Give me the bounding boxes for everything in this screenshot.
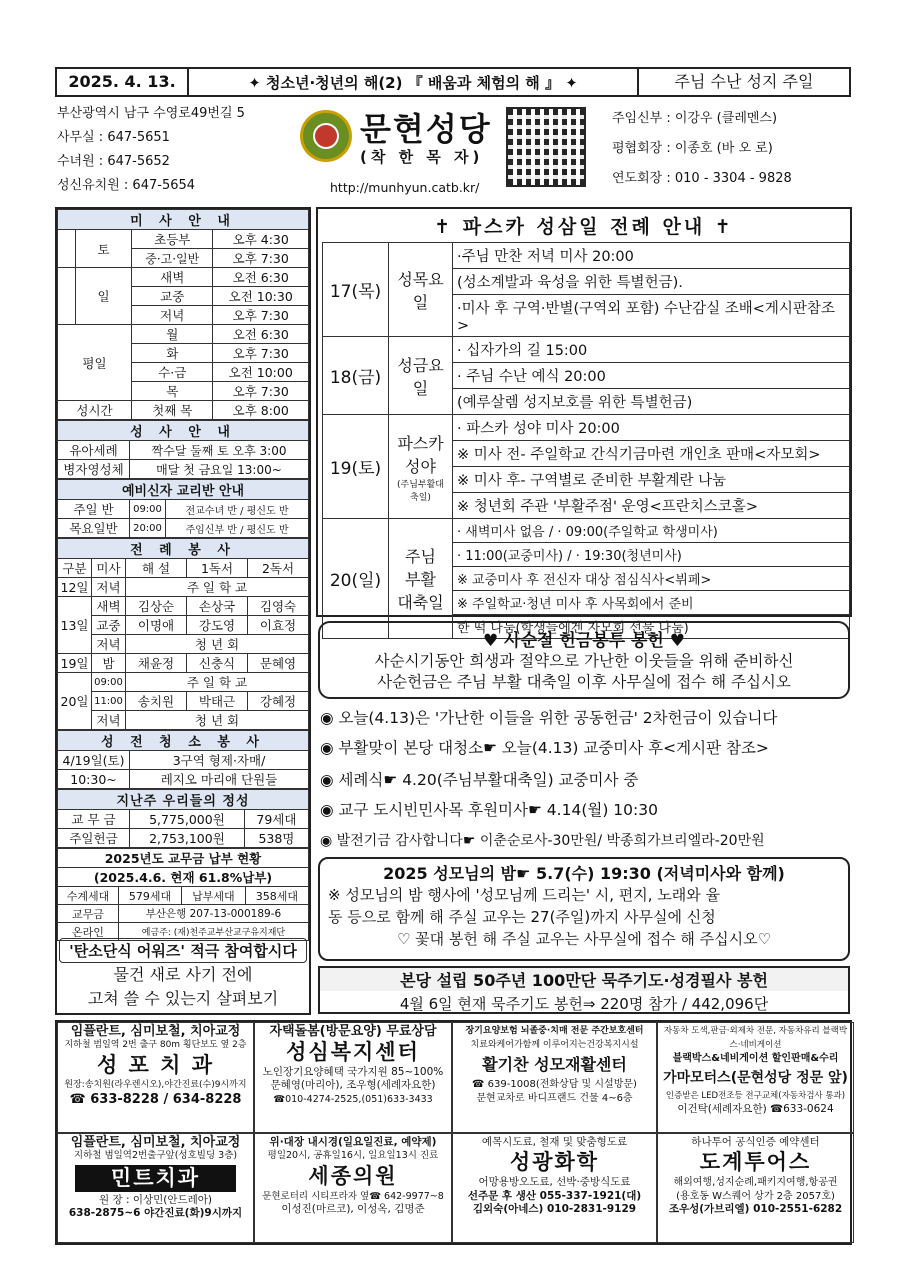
lent-line-1: 사순시기동안 희생과 절약으로 가난한 이웃들을 위해 준비하신 <box>374 652 794 670</box>
carbon-line-2: 고쳐 쓸 수 있는지 살펴보기 <box>87 989 279 1008</box>
mass-title: 미 사 안 내 <box>58 210 309 230</box>
carbon-line-1: 물건 새로 사기 전에 <box>113 965 253 984</box>
church-patron: (착 한 목 자) <box>360 148 484 166</box>
kindergarten-phone: 성신유치원 : 647-5654 <box>57 178 196 193</box>
carbon-campaign <box>55 938 311 1015</box>
ad-dogye-tours: 하나투어 공식인증 예약센터 도계투어스 해외여행,성지순례,패키지여행,항공권 (용호동 W스퀘어 상가 2층 2057호) 조우성(가브리엘) 010-2551-6282 <box>657 1133 854 1244</box>
advertisements <box>55 1020 852 1245</box>
liturgical-sunday: 주님 수난 성지 주일 <box>637 69 849 95</box>
ad-seongsim-welfare: 자택돌봄(방문요양) 무료상담 성심복지센터 노인장기요양혜택 국가지원 85~100% 문혜영(마리아), 조우형(세례자요한) ☎010-4274-2525,(051)633-3433 <box>254 1022 452 1133</box>
ad-mint-dental: 임플란트, 심미보철, 치아교정 지하철 범일역2번출구앞(성호빌딩 3층) 민트치과 원 장 : 이상민(안드레아) 638-2875~6 야간진료(화)9시까지 <box>57 1133 254 1244</box>
contact-info <box>57 102 245 198</box>
address: 부산광역시 남구 수영로49번길 5 <box>57 106 245 121</box>
qr-code-icon[interactable] <box>506 107 586 187</box>
convent-phone: 수녀원 : 647-5652 <box>57 154 170 169</box>
lent-title: ♥ 사순절 헌금봉투 봉헌 ♥ <box>483 631 685 651</box>
liturgy-service: 전 례 봉 사 구분 미사 해 설 1독서 2독서 12일 저녁 주 일 학 교 13일 새벽 김상순 손상국 김영숙 교중 이명애 강도영 이효정 저녁 청 년 회 19일 밤 채윤정 신충식 문혜영 20일 09:00 주 일 학 교 11:00 송치원 박태근 강혜정 저녁 청 년 회 <box>57 538 309 730</box>
leaders <box>612 104 792 194</box>
notice-2: ◉ 부활맞이 본당 대청소☛ 오늘(4.13) 교중미사 후<게시판 참조> <box>320 739 769 757</box>
mary-night <box>318 857 850 961</box>
lent-offering <box>318 621 850 699</box>
sacrament-info: 성 사 안 내 유아세례 짝수달 둘째 토 오후 3:00 병자영성체 매달 첫 금요일 13:00~ <box>57 420 309 479</box>
catechumen-info: 예비신자 교리반 안내 주일 반 09:00 전교수녀 반 / 평신도 반 목요일반 20:00 주임신부 반 / 평신도 반 <box>57 479 309 538</box>
notice-5: ◉ 발전기금 감사합니다☛ 이춘순로사-30만원/ 박종희가브리엘라-20만원 <box>320 833 765 849</box>
church-name: 문현성당 <box>360 110 492 148</box>
ad-seongmo-rehab: 장기요양보험 뇌졸중·치매 전문 주간보호센터 치료와케어가함께 이루어지는건강복지시설 활기찬 성모재활센터 ☎ 639-1008(전화상담 및 시설방문) 문현교차로 바디프랜드 건물 4~6층 <box>452 1022 657 1133</box>
office-phone: 사무실 : 647-5651 <box>57 130 170 145</box>
left-panel <box>55 207 311 1015</box>
mary-line-3: ♡ 꽃대 봉헌 해 주실 교우는 사무실에 접수 해 주십시오♡ <box>396 930 772 948</box>
dues-status: 2025년도 교무금 납부 현황 (2025.4.6. 현재 61.8%납부) 수계세대 579세대 납부세대 358세대 교무금 부산은행 207-13-000189-6 온라인 예금주: (재)천주교부산교구유지재단 <box>57 848 309 941</box>
logo-emblem-icon <box>313 123 339 149</box>
notice-1: ◉ 오늘(4.13)은 '가난한 이들을 위한 공동헌금' 2차헌금이 있습니다 <box>320 709 778 727</box>
carbon-title: '탄소단식 어워즈' 적극 참여합시다 <box>59 938 307 963</box>
ad-seonggwang-chem: 예목시도료, 철재 및 맞춤형도료 성광화학 어망용방오도료, 선박·중방식도료 선주문 후 생산 055-337-1921(대) 김외숙(아네스) 010-2831-9129 <box>452 1133 657 1244</box>
paschal-triduum: ✝ 파스카 성삼일 전례 안내 ✝ 17(목) 성목요일 ·주님 만찬 저녁 미사 20:00 (성소계발과 육성을 위한 특별헌금). ·미사 후 구역·반별(구역외 포함) 수난감실 조배<게시판참조> 18(금) 성금요일 · 십자가의 길 15:00 · 주님 수난 예식 20:00 (예루살렘 성지보호를 위한 특별헌금) 19(토) 파스카 성야 (주님부활대축일) · 파스카 성야 미사 20:00 ※ 미사 전- 주일학교 간식기금마련 개인초 판매<자모회> ※ 미사 후- 구역별로 준비한 부활계란 나눔 ※ 청년회 주관 '부활주점' 운영<프란치스코홀> 20(일) 주님 부활 대축일 · 새벽미사 없음 / · 09:00(주일학교 학생미사) · 11:00(교중미사) / · 19:30(청년미사) ※ 교중미사 후 전신자 대상 점심식사<뷔페> ※ 주일학교·청년 미사 후 사목회에서 준비 한 떡 나눔(학생들에겐 자모회 선물 나눔) <box>316 207 852 617</box>
ad-seongpo-dental: 임플란트, 심미보철, 치아교정 지하철 범일역 2번 출구 80m 횡단보도 옆 2층 성 포 치 과 원장:송치원(라우렌시오),야간진료(수)9시까지 ☎ 633-8228 / 634-8228 <box>57 1022 254 1133</box>
lent-line-2: 사순헌금은 주님 부활 대축일 이후 사무실에 접수 해 주십시오 <box>377 673 791 691</box>
church-url[interactable]: http://munhyun.catb.kr/ <box>330 180 480 195</box>
paschal-title: ✝ 파스카 성삼일 전례 안내 ✝ <box>434 216 734 238</box>
ad-sejong-clinic: 위·대장 내시경(일요일진료, 예약제) 평일20시, 공휴일16시, 일요일13시 진료 세종의원 문현로터리 시티프라자 옆☎ 642-9977~8 이성진(마르코), 이성옥, 김명준 <box>254 1133 452 1244</box>
cleaning-service: 성 전 청 소 봉 사 4/19일(토) 3구역 형제·자매/ 10:30~ 레지오 마리애 단원들 <box>57 730 309 789</box>
mary-line-2: 동 등으로 함께 해 주실 교우는 27(주일)까지 사무실에 신청 <box>328 908 716 926</box>
mary-title: 2025 성모님의 밤☛ 5.7(수) 19:30 (저녁미사와 함께) <box>383 864 785 883</box>
pastor: 주임신부 : 이강우 (클레멘스) <box>612 111 778 126</box>
council-president: 평협회장 : 이종호 (바 오 로) <box>612 141 773 156</box>
church-logo <box>300 110 352 162</box>
district-president: 연도회장 : 010 - 3304 - 9828 <box>612 171 792 186</box>
notice-3: ◉ 세례식☛ 4.20(주님부활대축일) 교중미사 중 <box>320 771 639 789</box>
top-bar <box>55 67 851 97</box>
ad-gama-motors: 자동차 도색,판금·외제차 전문, 자동차유리 블랙박스·네비게이션 블랙박스&네비게이션 할인판매&수리 가마모터스(문현성당 정문 앞) 인증받은 LED전조등 전구교체(자동차검사 통과) 이건탁(세례자요한) ☎633-0624 <box>657 1022 854 1133</box>
rosary-body: 4월 6일 현재 묵주기도 봉헌⇒ 220명 참가 / 442,096단 <box>399 995 769 1013</box>
offering-summary: 지난주 우리들의 정성 교 무 금 5,775,000원 79세대 주일헌금 2,753,100원 538명 <box>57 789 309 848</box>
rosary-offering <box>318 966 850 1014</box>
year-theme: ✦ 청소년·청년의 해(2) 『 배움과 체험의 해 』 ✦ <box>248 73 578 92</box>
notice-4: ◉ 교구 도시빈민사목 후원미사☛ 4.14(월) 10:30 <box>320 801 658 819</box>
bulletin-date: 2025. 4. 13. <box>57 69 189 95</box>
mary-line-1: ※ 성모님의 밤 행사에 '성모님께 드리는' 시, 편지, 노래와 율 <box>328 886 721 904</box>
mass-schedule: 미 사 안 내 토 초등부 오후 4:30 중·고·일반 오후 7:30 일 새벽 오전 6:30 교중 오전 10:30 저녁 오후 7:30 평일 월 오전 6:30 화 오후 7:30 수·금 오전 10:00 목 오후 7:30 성시간 첫째 목 오후 8:00 <box>57 209 309 420</box>
rosary-title: 본당 설립 50주년 100만단 묵주기도·성경필사 봉헌 <box>320 968 848 991</box>
